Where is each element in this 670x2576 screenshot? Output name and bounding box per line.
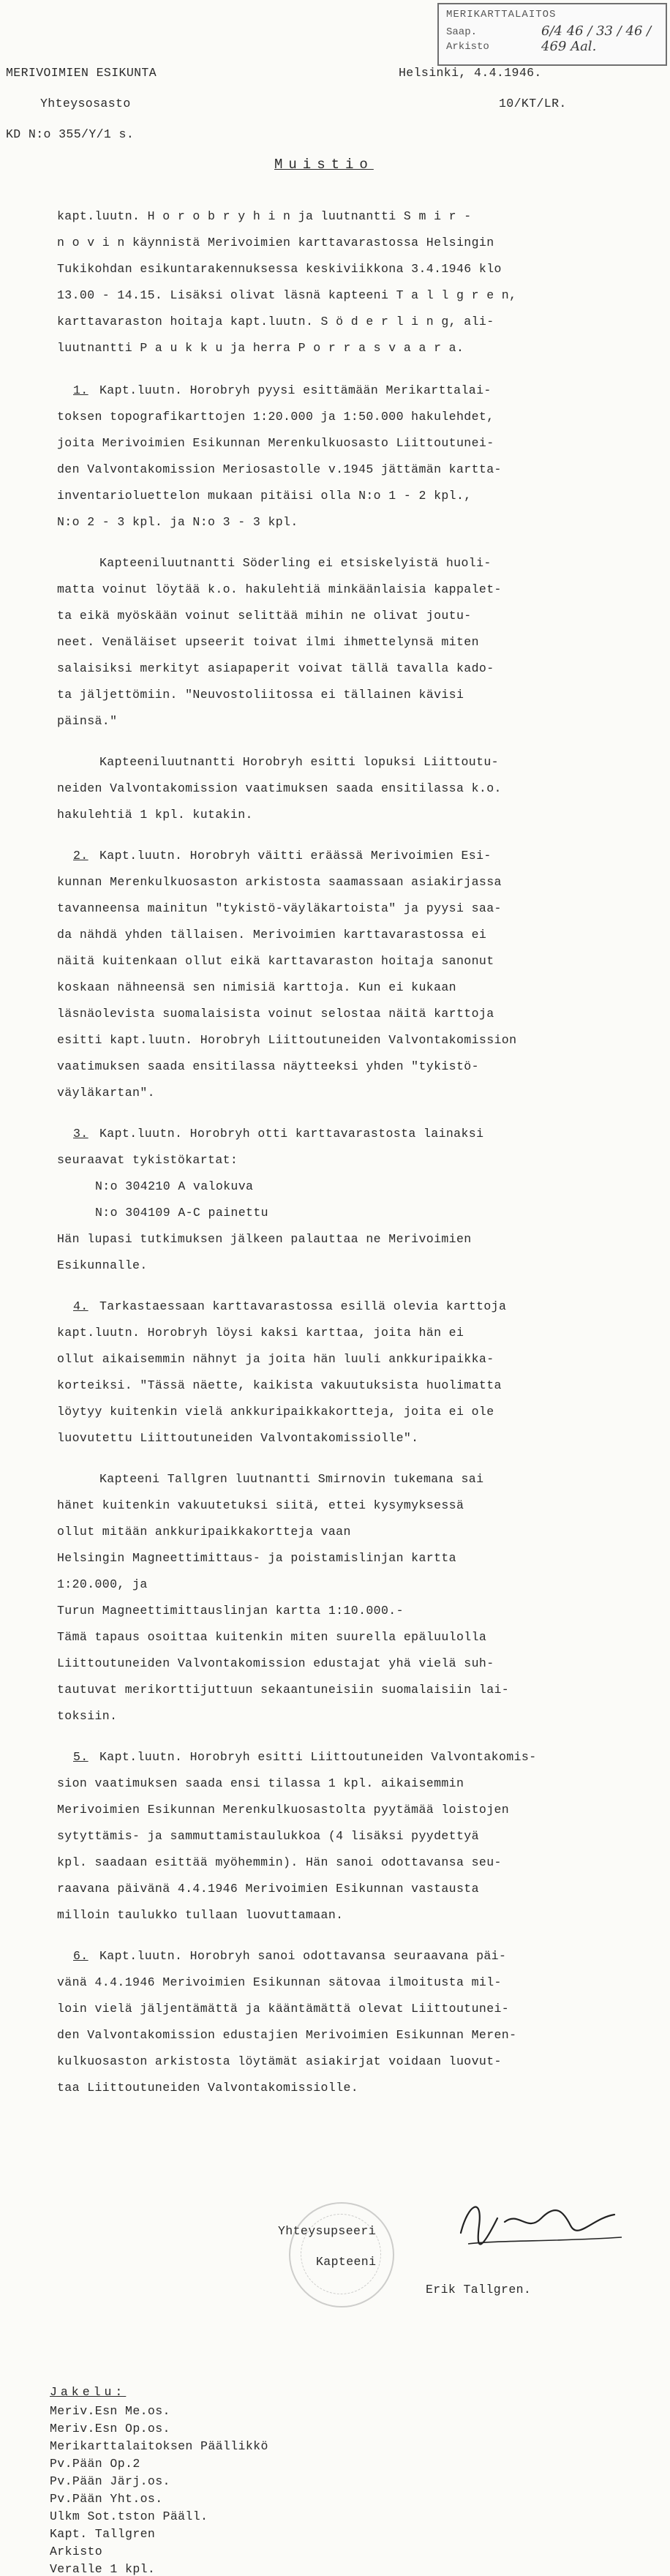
section-line: Kapteeni Tallgren luutnantti Smirnovin tukemana sai: [99, 1472, 484, 1486]
section-line: taa Liittoutuneiden Valvontakomissiolle.: [57, 2081, 359, 2095]
section-number: 2.: [73, 849, 89, 863]
section-line: kpl. saadaan esittää myöhemmin). Hän sanoi odottavansa seu-: [57, 1855, 502, 1869]
distribution-item: Meriv.Esn Op.os.: [50, 2422, 170, 2436]
section-line: näitä kuitenkaan ollut eikä karttavaraston hoitaja sanonut: [57, 954, 494, 968]
section-line: Kapt.luutn. Horobryh otti karttavarastosta lainaksi: [99, 1127, 484, 1141]
section-line: den Valvontakomission Meriosastolle v.1945 jättämän kartta-: [57, 462, 502, 476]
section-line: Liittoutuneiden Valvontakomission edustajat yhä vielä suh-: [57, 1656, 494, 1670]
section-line: toksen topografikarttojen 1:20.000 ja 1:50.000 hakulehdet,: [57, 410, 494, 424]
page-title: Muistio: [274, 157, 374, 173]
section-line: den Valvontakomission edustajien Merivoimien Esikunnan Meren-: [57, 2028, 517, 2042]
section-line: päinsä.": [57, 714, 118, 728]
distribution-item: Meriv.Esn Me.os.: [50, 2404, 170, 2418]
section-line: Kapt.luutn. Horobryh pyysi esittämään Merikarttalai-: [99, 383, 492, 397]
section-line: N:o 2 - 3 kpl. ja N:o 3 - 3 kpl.: [57, 515, 298, 529]
distribution-item: Arkisto: [50, 2545, 103, 2558]
handwritten-signature: [439, 2189, 629, 2255]
section-line: ta eikä myöskään voinut selittää mihin ne olivat joutu-: [57, 609, 472, 623]
section-line: N:o 304210 A valokuva: [95, 1179, 254, 1193]
section-line: vaatimuksen saada ensitilassa näytteeksi yhden "tykistö-: [57, 1059, 479, 1073]
distribution-item: Veralle 1 kpl.: [50, 2562, 156, 2576]
section-line: sion vaatimuksen saada ensi tilassa 1 kpl. aikaisemmin: [57, 1776, 464, 1790]
section-line: loin vielä jäljentämättä ja kääntämättä olevat Liittoutunei-: [57, 2002, 510, 2016]
header-code: 10/KT/LR.: [499, 97, 567, 110]
section-line: hänet kuitenkin vakuutetuksi siitä, ettei kysymyksessä: [57, 1498, 464, 1512]
stamp-received-label: Saap.: [446, 26, 478, 38]
section-line: milloin taulukko tullaan luovuttamaan.: [57, 1908, 344, 1922]
section-line: raavana päivänä 4.4.1946 Merivoimien Esikunnan vastausta: [57, 1882, 479, 1896]
section-line: da nähdä yhden tällaisen. Merivoimien karttavarastossa ei: [57, 928, 487, 942]
section-line: joita Merivoimien Esikunnan Merenkulkuosasto Liittoutunei-: [57, 436, 494, 450]
intro-line: Tukikohdan esikuntarakennuksessa keskiviikkona 3.4.1946 klo: [57, 262, 502, 276]
section-line: neet. Venäläiset upseerit toivat ilmi ihmettelynsä miten: [57, 635, 479, 649]
section-number: 3.: [73, 1127, 89, 1141]
section-line: Tarkastaessaan karttavarastossa esillä olevia karttoja: [99, 1299, 507, 1313]
section-number: 4.: [73, 1299, 89, 1313]
distribution-title: Jakelu:: [50, 2385, 127, 2399]
section-line: inventarioluettelon mukaan pitäisi olla N:o 1 - 2 kpl.,: [57, 489, 472, 503]
section-line: Kapt.luutn. Horobryh esitti Liittoutuneiden Valvontakomis-: [99, 1750, 537, 1764]
section-line: kunnan Merenkulkuosaston arkistosta saamassaan asiakirjassa: [57, 875, 502, 889]
section-line: sytyttämis- ja sammuttamistaulukkoa (4 lisäksi pyydettyä: [57, 1829, 479, 1843]
section-line: luovutettu Liittoutuneiden Valvontakomissiolle".: [57, 1431, 419, 1445]
header-ref: KD N:o 355/Y/1 s.: [6, 127, 135, 141]
header-org: MERIVOIMIEN ESIKUNTA: [6, 66, 157, 80]
signature-name: Erik Tallgren.: [426, 2283, 532, 2297]
section-line: esitti kapt.luutn. Horobryh Liittoutuneiden Valvontakomission: [57, 1033, 517, 1047]
section-line: korteiksi. "Tässä näette, kaikista vakuutuksista huolimatta: [57, 1378, 502, 1392]
section-line: Kapt.luutn. Horobryh väitti eräässä Merivoimien Esi-: [99, 849, 492, 863]
section-line: väyläkartan".: [57, 1086, 155, 1100]
distribution-item: Merikarttalaitoksen Päällikkö: [50, 2439, 268, 2453]
distribution-item: Kapt. Tallgren: [50, 2527, 156, 2541]
section-number: 5.: [73, 1750, 89, 1764]
intro-line: 13.00 - 14.15. Lisäksi olivat läsnä kapteeni T a l l g r e n,: [57, 288, 517, 302]
section-line: N:o 304109 A-C painettu: [95, 1206, 268, 1220]
section-line: koskaan nähneensä sen nimisiä karttoja. Kun ei kukaan: [57, 980, 456, 994]
section-number: 1.: [73, 383, 89, 397]
signature-role-rank: Kapteeni: [316, 2255, 377, 2269]
stamp-handwriting: 6/4 46 / 33 / 46 / 469 Aal.: [541, 23, 652, 54]
intro-line: n o v i n käynnistä Merivoimien karttavarastossa Helsingin: [57, 236, 494, 249]
section-line: hakulehtiä 1 kpl. kutakin.: [57, 808, 253, 822]
section-line: ollut aikaisemmin nähnyt ja joita hän luuli ankkuripaikka-: [57, 1352, 494, 1366]
intro-line: kapt.luutn. H o r o b r y h i n ja luutnantti S m i r -: [57, 209, 472, 223]
section-line: Hän lupasi tutkimuksen jälkeen palauttaa ne Merivoimien: [57, 1232, 472, 1246]
section-line: ta jäljettömiin. "Neuvostoliitossa ei tällainen kävisi: [57, 688, 464, 702]
section-line: kulkuosaston arkistosta löytämät asiakirjat voidaan luovut-: [57, 2054, 502, 2068]
section-line: neiden Valvontakomission vaatimuksen saada ensitilassa k.o.: [57, 781, 502, 795]
section-line: Kapteeniluutnantti Horobryh esitti lopuksi Liittoutu-: [99, 755, 499, 769]
section-line: Merivoimien Esikunnan Merenkulkuosastolta pyytämää loistojen: [57, 1803, 510, 1817]
header-dept: Yhteysosasto: [40, 97, 131, 110]
section-line: Kapteeniluutnantti Söderling ei etsiskelyistä huoli-: [99, 556, 492, 570]
archive-stamp: [437, 3, 667, 66]
section-line: Turun Magneettimittauslinjan kartta 1:10.000.-: [57, 1604, 404, 1618]
stamp-file-label: Arkisto: [446, 41, 489, 53]
section-line: ollut mitään ankkuripaikkakortteja vaan: [57, 1525, 351, 1539]
intro-line: luutnantti P a u k k u ja herra P o r r a s v a a r a.: [57, 341, 464, 355]
section-line: toksiin.: [57, 1709, 118, 1723]
signature-role-liaison: Yhteysupseeri: [278, 2224, 376, 2238]
section-line: tavanneensa mainitun "tykistö-väyläkartoista" ja pyysi saa-: [57, 901, 502, 915]
distribution-item: Pv.Pään Järj.os.: [50, 2474, 170, 2488]
section-line: vänä 4.4.1946 Merivoimien Esikunnan sätovaa ilmoitusta mil-: [57, 1975, 502, 1989]
section-line: matta voinut löytää k.o. hakulehtiä minkäänlaisia kappalet-: [57, 582, 502, 596]
section-line: tautuvat merikorttijuttuun sekaantuneisiin suomalaisiin lai-: [57, 1683, 510, 1697]
distribution-item: Pv.Pään Op.2: [50, 2457, 140, 2471]
distribution-item: Ulkm Sot.tston Pääll.: [50, 2509, 208, 2523]
section-line: Tämä tapaus osoittaa kuitenkin miten suurella epäluulolla: [57, 1630, 487, 1644]
section-number: 6.: [73, 1949, 89, 1963]
section-line: 1:20.000, ja: [57, 1577, 148, 1591]
section-line: Kapt.luutn. Horobryh sanoi odottavansa seuraavana päi-: [99, 1949, 507, 1963]
header-place-date: Helsinki, 4.4.1946.: [399, 66, 542, 80]
section-line: läsnäolevista suomalaisista voinut selostaa näitä karttoja: [57, 1007, 494, 1021]
section-line: salaisiksi merkityt asiapaperit voivat tällä tavalla kado-: [57, 661, 494, 675]
stamp-title: MERIKARTTALAITOS: [446, 9, 557, 20]
section-line: löytyy kuitenkin vielä ankkuripaikkakortteja, joita ei ole: [57, 1405, 494, 1419]
section-line: seuraavat tykistökartat:: [57, 1153, 238, 1167]
official-seal: [289, 2202, 394, 2307]
section-line: Esikunnalle.: [57, 1258, 148, 1272]
intro-line: karttavaraston hoitaja kapt.luutn. S ö d e r l i n g, ali-: [57, 315, 494, 328]
distribution-item: Pv.Pään Yht.os.: [50, 2492, 163, 2506]
section-line: Helsingin Magneettimittaus- ja poistamislinjan kartta: [57, 1551, 456, 1565]
section-line: kapt.luutn. Horobryh löysi kaksi karttaa, joita hän ei: [57, 1326, 464, 1340]
